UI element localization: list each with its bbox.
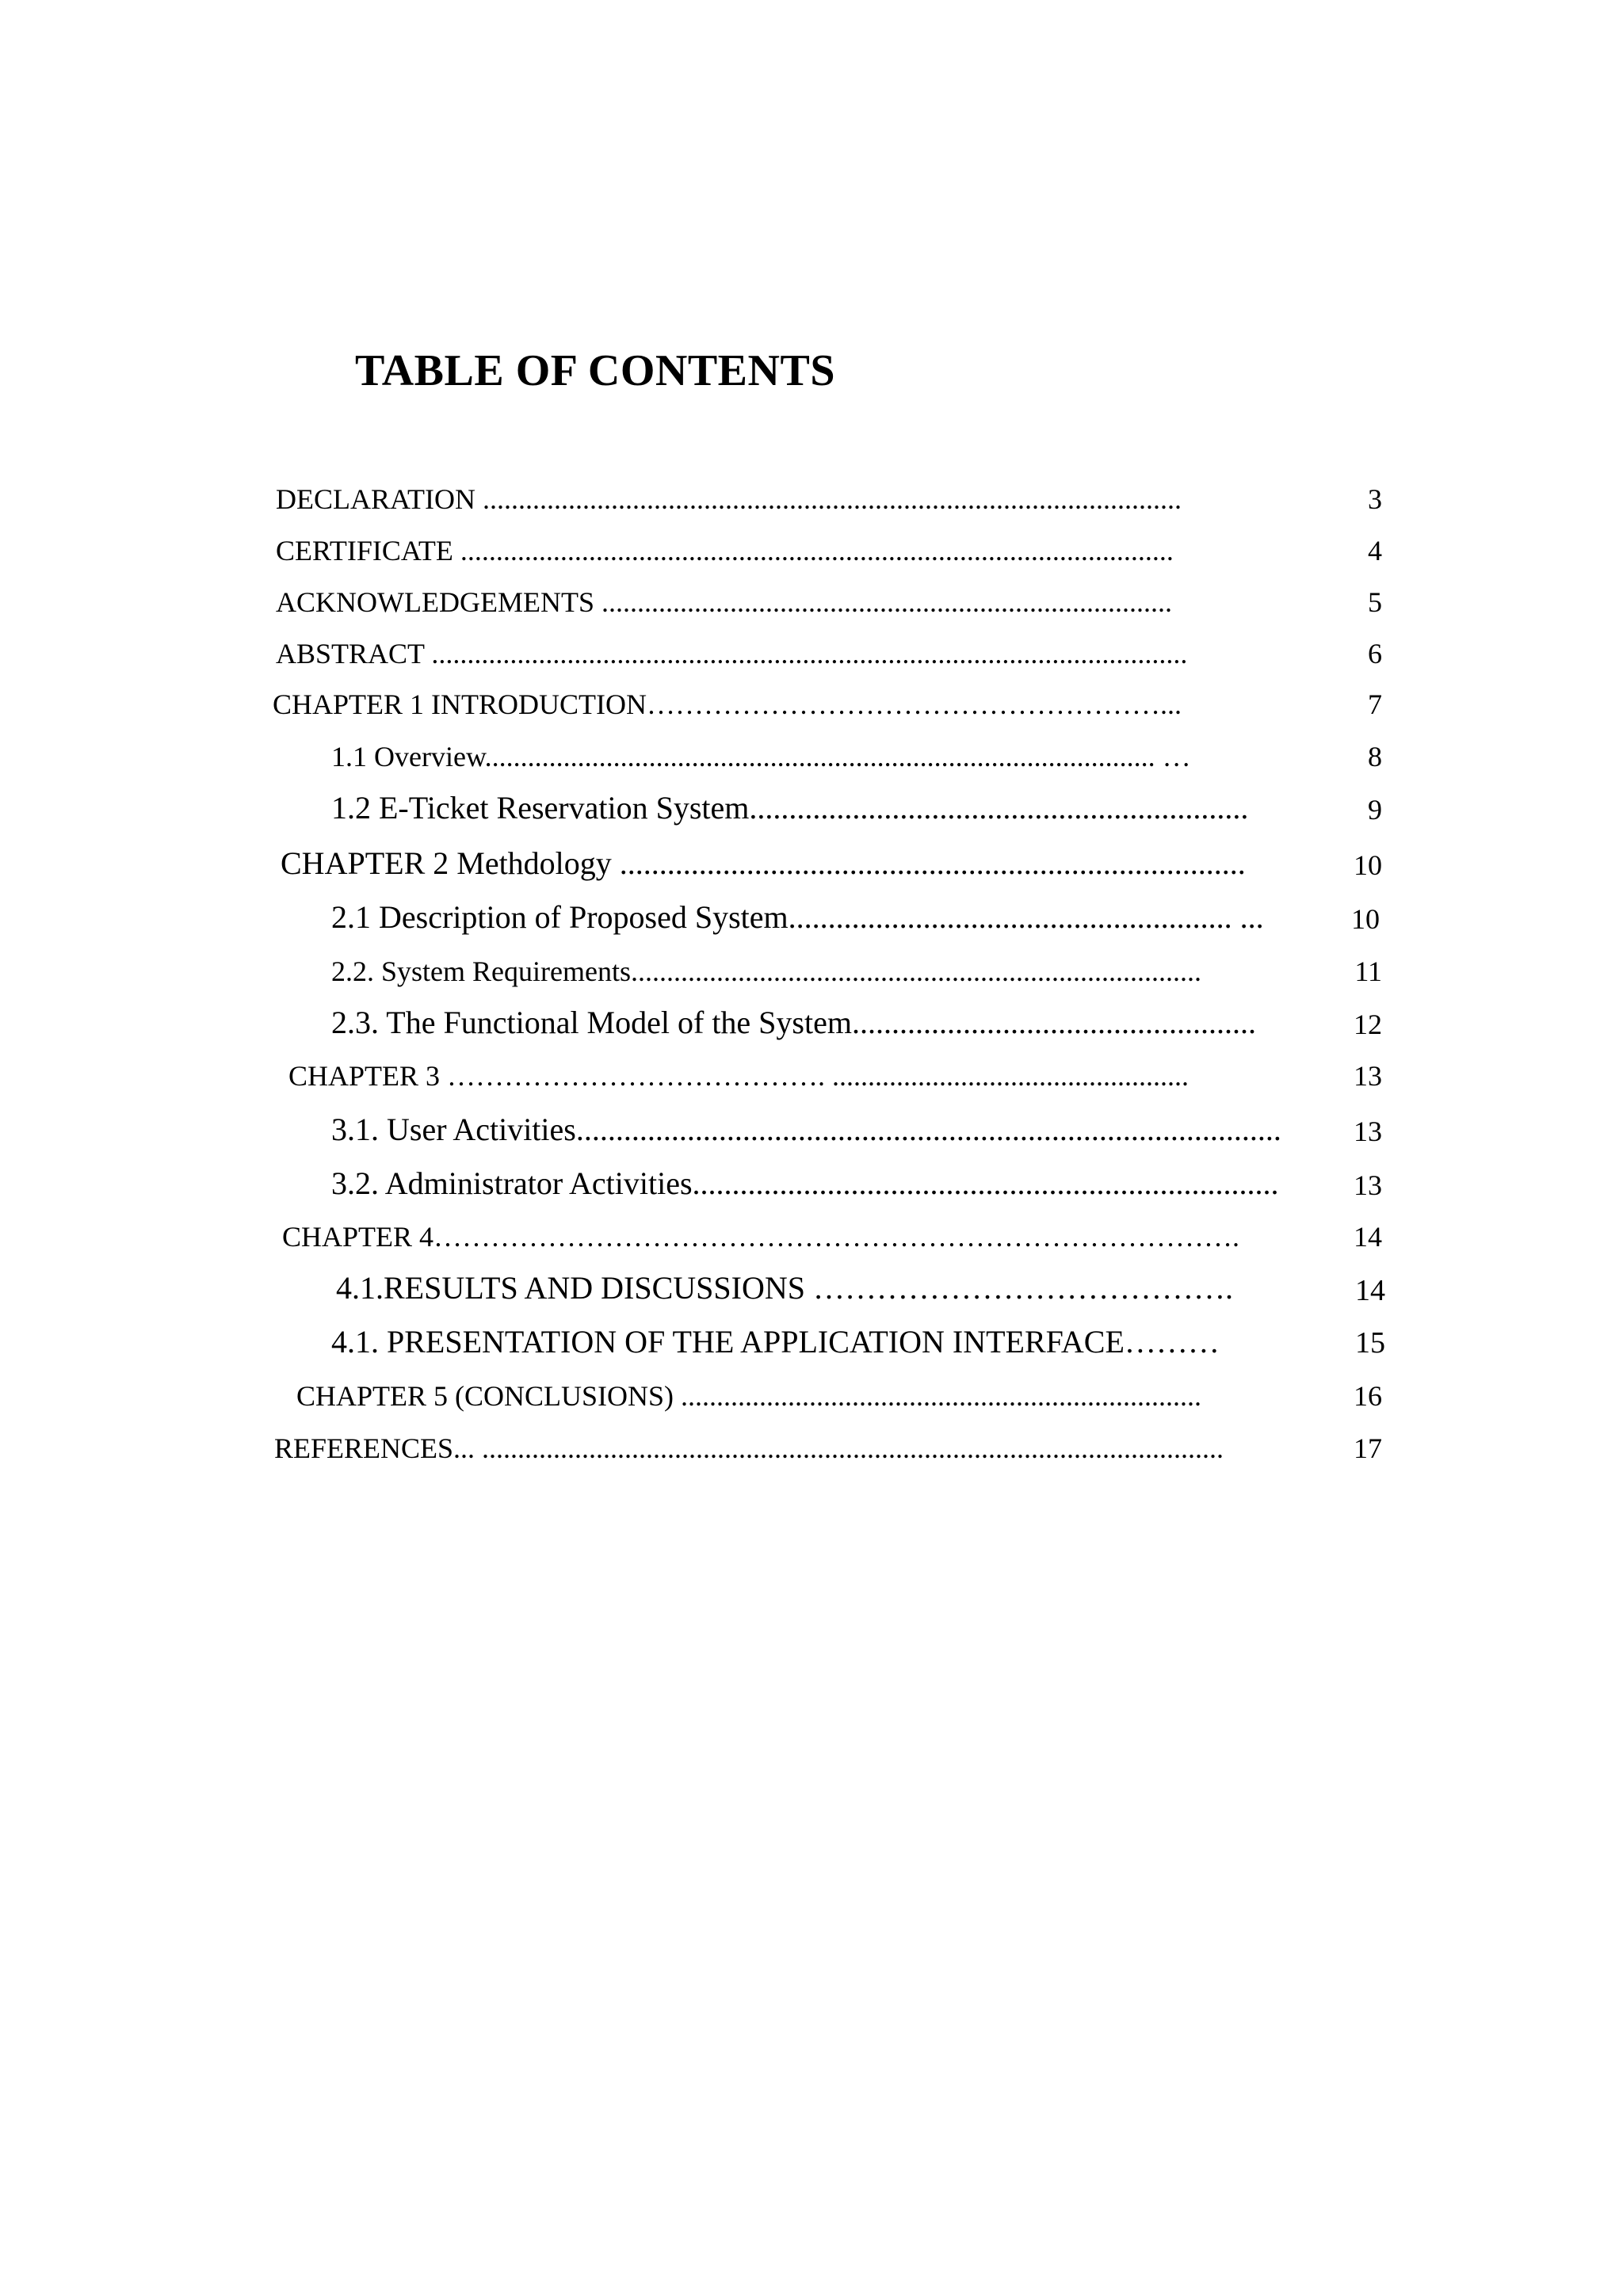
toc-entry-chapter-5: CHAPTER 5 (CONCLUSIONS) ......................................................................... [296, 1380, 1202, 1412]
toc-entry-3-2: 3.2. Administrator Activities.......................................................................... [331, 1165, 1279, 1201]
toc-page-3-2: 13 [1354, 1169, 1382, 1201]
toc-entry-certificate: CERTIFICATE .................................................................................................... [276, 535, 1174, 566]
toc-entry-1-1: 1.1 Overview.............................................................................................. … [331, 741, 1191, 772]
toc-entry-chapter-4: CHAPTER 4…………………………………………………………………………. [282, 1221, 1240, 1253]
toc-entry-2-3: 2.3. The Functional Model of the System................................................... [331, 1005, 1256, 1040]
toc-entry-chapter-1: CHAPTER 1 INTRODUCTION………………………………………………... [273, 688, 1182, 720]
toc-entry-chapter-3: CHAPTER 3 …………………………………. .................................................. [288, 1060, 1190, 1092]
toc-entry-chapter-2: CHAPTER 2 Methdology ............................................................................... [281, 845, 1246, 881]
toc-page-certificate: 4 [1368, 535, 1382, 566]
toc-page-4-1-results: 14 [1355, 1274, 1385, 1307]
toc-page-chapter-1: 7 [1368, 688, 1382, 720]
toc-page-1-1: 8 [1368, 741, 1382, 772]
toc-page-chapter-3: 13 [1354, 1060, 1382, 1092]
toc-page-2-3: 12 [1354, 1009, 1382, 1040]
toc-entry-acknowledgements: ACKNOWLEDGEMENTS ................................................................................ [276, 586, 1172, 618]
toc-page-1-2: 9 [1368, 794, 1382, 826]
toc-page-4-1-presentation: 15 [1355, 1326, 1385, 1360]
toc-entry-references: REFERENCES... ........................................................................................................ [274, 1432, 1224, 1464]
toc-entry-abstract: ABSTRACT .......................................................................................................... [276, 638, 1188, 669]
toc-entry-2-2: 2.2. System Requirements................................................................................ [331, 955, 1201, 987]
toc-page-3-1: 13 [1354, 1116, 1382, 1147]
toc-page-abstract: 6 [1368, 638, 1382, 669]
page-title: TABLE OF CONTENTS [355, 346, 835, 395]
toc-page-declaration: 3 [1368, 483, 1382, 515]
toc-page-2-1: 10 [1351, 903, 1380, 935]
toc-entry-3-1: 3.1. User Activities......................................................................................... [331, 1112, 1281, 1147]
toc-entry-4-1-presentation: 4.1. PRESENTATION OF THE APPLICATION INTERFACE……… [331, 1324, 1220, 1360]
toc-entry-1-2: 1.2 E-Ticket Reservation System............................................................... [331, 790, 1249, 826]
toc-entry-declaration: DECLARATION .................................................................................................. [276, 483, 1182, 515]
toc-page-references: 17 [1354, 1432, 1382, 1464]
toc-page-chapter-5: 16 [1354, 1380, 1382, 1412]
toc-entry-4-1-results: 4.1.RESULTS AND DISCUSSIONS …………………………………. [336, 1270, 1233, 1306]
toc-page-chapter-4: 14 [1354, 1221, 1382, 1253]
toc-page-2-2: 11 [1354, 955, 1382, 987]
toc-entry-2-1: 2.1 Description of Proposed System........................................................ ... [331, 899, 1264, 935]
toc-page-acknowledgements: 5 [1368, 586, 1382, 618]
toc-page-chapter-2: 10 [1354, 849, 1382, 881]
